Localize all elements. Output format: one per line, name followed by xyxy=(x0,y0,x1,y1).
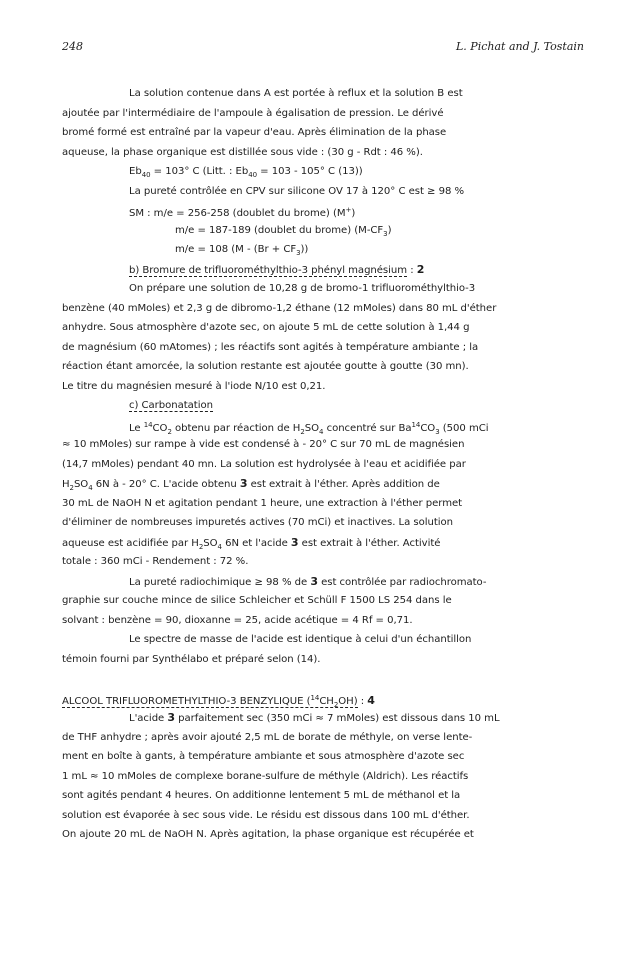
text-line: 30 mL de NaOH N et agitation pendant 1 heure, une extraction à l'éther permet xyxy=(62,497,463,509)
superscript: + xyxy=(345,206,352,214)
superscript: 14 xyxy=(310,693,320,702)
text: Eb xyxy=(129,166,142,177)
text-line xyxy=(62,572,592,592)
subscript: 40 xyxy=(141,171,151,179)
text-line: La solution contenue dans A est portée à reflux et la solution B est xyxy=(129,88,463,99)
text-line: solution est évaporée à sec sous vide. Le résidu est dissous dans 100 mL d'éther. xyxy=(62,809,470,821)
compound-number: 3 xyxy=(310,574,318,588)
text-line: benzène (40 mMoles) et 2,3 g de dibromo-1,2 éthane (12 mMoles) dans 80 mL d'éther xyxy=(62,302,497,314)
running-authors: L. Pichat and J. Tostain xyxy=(456,40,584,53)
subscript: 2 xyxy=(333,700,339,709)
text-line: ment en boîte à gants, à température ambiante et sous atmosphère d'azote sec xyxy=(62,751,465,762)
page-number: 248 xyxy=(62,40,83,53)
text: 6N à - 20° C. L'acide obtenu xyxy=(92,479,240,490)
text: : xyxy=(357,695,368,707)
text-line: La pureté contrôlée en CPV sur silicone OV 17 à 120° C est ≥ 98 % xyxy=(129,185,465,197)
running-header xyxy=(62,40,584,56)
text: ) xyxy=(387,224,392,236)
text: SO xyxy=(203,537,218,549)
text: )) xyxy=(300,244,309,255)
text-line: solvant : benzène = 90, dioxanne = 25, acide acétique = 4 Rf = 0,71. xyxy=(62,614,413,626)
heading-text xyxy=(62,693,358,709)
subscript: 2 xyxy=(300,427,305,436)
text: SO xyxy=(304,422,320,434)
text: CH xyxy=(319,695,334,707)
text: CO xyxy=(420,422,436,434)
subscript: 3 xyxy=(383,229,388,238)
text: m/e = 187-189 (doublet du brome) (M-CF xyxy=(175,224,384,236)
body-text xyxy=(62,84,592,845)
text-line xyxy=(62,416,592,436)
subscript: 2 xyxy=(198,542,204,551)
text-line: réaction étant amorcée, la solution restante est ajoutée goutte à goutte (30 mn). xyxy=(62,361,469,372)
text: H xyxy=(62,479,70,490)
text-line xyxy=(62,708,592,728)
text-line: Le titre du magnésien mesuré à l'iode N/10 est 0,21. xyxy=(62,380,326,392)
text-line: On ajoute 20 mL de NaOH N. Après agitation, la phase organique est récupérée et xyxy=(62,829,474,840)
text: obtenu par réaction de H xyxy=(171,422,301,434)
text: OH) xyxy=(338,695,358,707)
text: ) xyxy=(351,208,356,219)
text-line: totale : 360 mCi - Rendement : 72 %. xyxy=(62,556,249,567)
subscript: 3 xyxy=(435,427,440,436)
text: est extrait à l'éther. Après addition de xyxy=(247,479,440,490)
text: 6N et l'acide xyxy=(221,537,291,549)
text: m/e = 108 (M - (Br + CF xyxy=(175,244,297,255)
subscript: 40 xyxy=(248,171,258,179)
text: = 103 - 105° C (13)) xyxy=(257,166,363,177)
text-line: (14,7 mMoles) pendant 40 mn. La solution est hydrolysée à l'eau et acidifiée par xyxy=(62,458,466,470)
text: parfaitement sec (350 mCi ≈ 7 mMoles) est dissous dans 10 mL xyxy=(174,713,500,724)
subscript: 2 xyxy=(167,427,172,436)
text-line xyxy=(62,474,592,494)
text-line: anhydre. Sous atmosphère d'azote sec, on ajoute 5 mL de cette solution à 1,44 g xyxy=(62,322,470,333)
compound-number: 3 xyxy=(239,477,248,490)
mass-spec-line xyxy=(62,201,592,221)
compound-number: 4 xyxy=(367,693,375,707)
text: (500 mCi xyxy=(439,422,489,434)
text: CO xyxy=(152,422,168,434)
text: SM : m/e = 256-258 (doublet du brome) (M xyxy=(129,208,346,219)
heading-text: b) Bromure de trifluorométhylthio-3 phényl magnésium xyxy=(129,264,408,276)
subscript: 3 xyxy=(296,249,301,257)
section-heading-b: b) Bromure de trifluorométhylthio-3 phényl magnésium : 2 xyxy=(129,262,425,276)
spacer xyxy=(62,669,592,689)
text-line: témoin fourni par Synthélabo et préparé selon (14). xyxy=(62,653,321,665)
superscript: 14 xyxy=(143,420,153,429)
text: La pureté radiochimique ≥ 98 % de xyxy=(129,576,311,588)
text: SO xyxy=(73,479,89,490)
subscript: 4 xyxy=(319,427,324,436)
text-line: d'éliminer de nombreuses impuretés actives (70 mCi) et inactives. La solution xyxy=(62,517,453,528)
text: Le xyxy=(129,422,144,434)
subscript: 2 xyxy=(69,484,74,492)
text-line: Le spectre de masse de l'acide est identique à celui d'un échantillon xyxy=(129,634,472,645)
compound-number: 2 xyxy=(416,262,425,276)
text-line: ≈ 10 mMoles) sur rampe à vide est condensé à - 20° C sur 70 mL de magnésien xyxy=(62,439,465,450)
text-line: sont agités pendant 4 heures. On additionne lentement 5 mL de méthanol et la xyxy=(62,790,461,801)
mass-spec-line xyxy=(62,240,592,260)
text-line: de THF anhydre ; après avoir ajouté 2,5 mL de borate de méthyle, on verse lente- xyxy=(62,731,473,743)
subscript: 4 xyxy=(88,484,93,492)
boiling-point-line xyxy=(62,162,592,182)
text: est contrôlée par radiochromato- xyxy=(317,576,487,588)
mass-spec-line xyxy=(62,221,592,241)
text: L'acide xyxy=(129,713,168,724)
compound-number: 3 xyxy=(290,535,299,549)
text-line: aqueuse, la phase organique est distillée sous vide : (30 g - Rdt : 46 %). xyxy=(62,146,423,158)
text: = 103° C (Litt. : Eb xyxy=(150,166,249,177)
text-line xyxy=(62,533,592,553)
text: ALCOOL TRIFLUOROMETHYLTHIO-3 BENZYLIQUE ( xyxy=(62,695,311,707)
section-heading-c xyxy=(62,396,592,416)
text: aqueuse est acidifiée par H xyxy=(62,537,199,549)
text-line: de magnésium (60 mAtomes) ; les réactifs sont agités à température ambiante ; la xyxy=(62,341,479,353)
text: est extrait à l'éther. Activité xyxy=(298,537,441,549)
text-line: On prépare une solution de 10,28 g de bromo-1 trifluorométhylthio-3 xyxy=(129,283,476,294)
text-line: ajoutée par l'intermédiaire de l'ampoule à égalisation de pression. Le dérivé xyxy=(62,107,444,119)
compound-number: 3 xyxy=(167,711,175,724)
heading-text: c) Carbonatation xyxy=(129,400,213,411)
superscript: 14 xyxy=(411,420,421,429)
text-line: 1 mL ≈ 10 mMoles de complexe borane-sulfure de méthyle (Aldrich). Les réactifs xyxy=(62,770,469,782)
section-heading-alcohol xyxy=(62,689,592,709)
text-line: bromé formé est entraîné par la vapeur d'eau. Après élimination de la phase xyxy=(62,127,447,138)
text-line: graphie sur couche mince de silice Schleicher et Schüll F 1500 LS 254 dans le xyxy=(62,595,452,606)
text: concentré sur Ba xyxy=(323,422,412,434)
subscript: 4 xyxy=(217,542,222,551)
